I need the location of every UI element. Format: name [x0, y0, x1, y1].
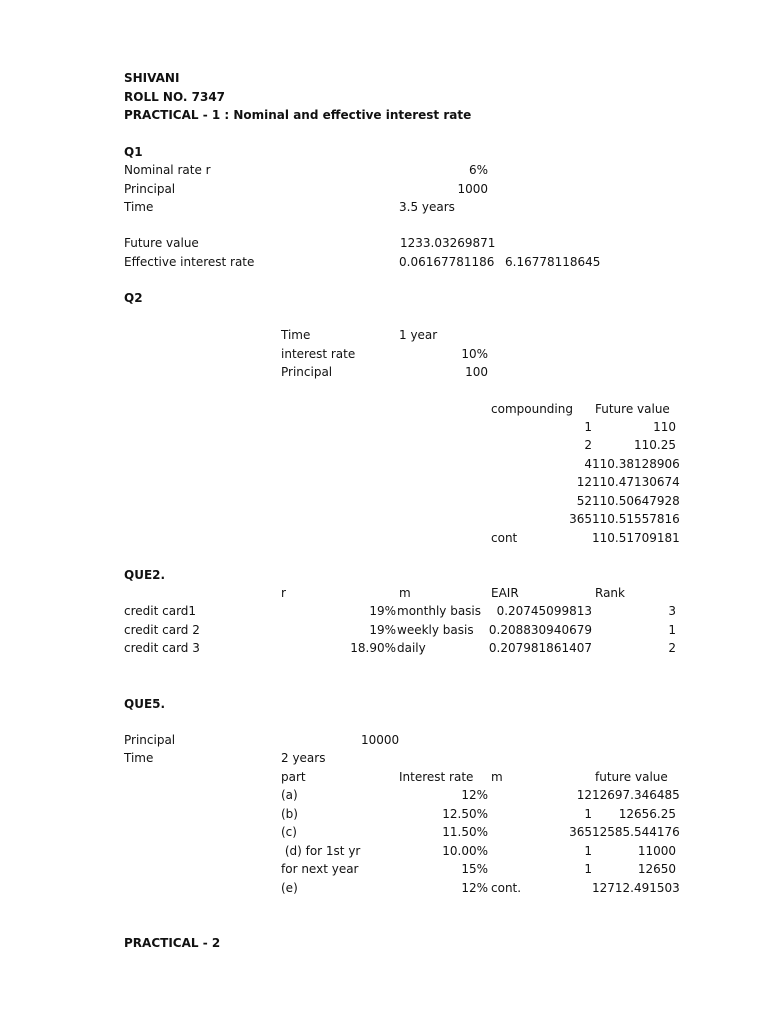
que5-row-rate: 12% [461, 881, 488, 895]
que2-col-rank: Rank [595, 586, 625, 600]
q1-nominal-label: Nominal rate r [124, 163, 211, 177]
q2-cont-fv: 110.51709181 [592, 531, 680, 545]
q2-row-fv: 110.51557816 [592, 512, 680, 526]
q1-eir-percent: 6.16778118645 [505, 255, 601, 269]
q1-principal-value: 1000 [457, 182, 488, 196]
que5-title: QUE5. [124, 697, 166, 711]
q2-principal-value: 100 [465, 365, 488, 379]
practical-2-title: PRACTICAL - 2 [124, 936, 221, 950]
que2-row-name: credit card 2 [124, 623, 200, 637]
que2-row-r: 18.90% [350, 641, 396, 655]
que5-row-part: for next year [281, 862, 359, 876]
q2-row-m: 2 [584, 438, 592, 452]
que5-row-m: 1 [584, 862, 592, 876]
que5-row-part: (e) [281, 881, 298, 895]
que2-row-r: 19% [369, 604, 396, 618]
q1-title: Q1 [124, 145, 143, 159]
q2-title: Q2 [124, 291, 143, 305]
que5-row-fv: 12656.25 [618, 807, 676, 821]
que5-row-m: cont. [491, 881, 522, 895]
q1-fv-label: Future value [124, 236, 199, 250]
que5-row-rate: 10.00% [442, 844, 488, 858]
q2-row-m: 4 [584, 457, 592, 471]
que5-row-rate: 15% [461, 862, 488, 876]
que5-col-rate: Interest rate [399, 770, 474, 784]
que2-row-rank: 1 [668, 623, 676, 637]
que5-row-part: (c) [281, 825, 297, 839]
que5-row-fv: 12585.544176 [592, 825, 680, 839]
q2-rate-value: 10% [461, 347, 488, 361]
que5-row-fv: 12697.346485 [592, 788, 680, 802]
que5-col-fv: future value [595, 770, 668, 784]
que5-row-part: (a) [281, 788, 298, 802]
que2-col-r: r [281, 586, 286, 600]
q1-eir-label: Effective interest rate [124, 255, 255, 269]
q2-row-fv: 110.50647928 [592, 494, 680, 508]
q1-time-value: 3.5 years [399, 200, 455, 214]
que5-row-m: 1 [584, 844, 592, 858]
que5-principal-value: 10000 [361, 733, 400, 747]
que2-row-m: daily [397, 641, 426, 655]
que2-row-name: credit card 3 [124, 641, 200, 655]
roll-number: ROLL NO. 7347 [124, 90, 226, 104]
que2-row-m: weekly basis [397, 623, 474, 637]
que5-row-m: 1 [584, 807, 592, 821]
que5-col-m: m [491, 770, 503, 784]
practical-1-title: PRACTICAL - 1 : Nominal and effective interest rate [124, 108, 472, 122]
que5-col-part: part [281, 770, 306, 784]
q2-rate-label: interest rate [281, 347, 356, 361]
que5-row-rate: 12% [461, 788, 488, 802]
que2-row-r: 19% [369, 623, 396, 637]
q2-row-fv: 110.38128906 [592, 457, 680, 471]
que5-row-m: 12 [576, 788, 592, 802]
que5-row-rate: 12.50% [442, 807, 488, 821]
q1-nominal-value: 6% [468, 163, 488, 177]
q2-col-fv: Future value [595, 402, 670, 416]
que5-principal-label: Principal [124, 733, 176, 747]
q2-time-label: Time [281, 328, 311, 342]
student-name: SHIVANI [124, 71, 180, 85]
que5-row-rate: 11.50% [442, 825, 488, 839]
que5-time-value: 2 years [281, 751, 326, 765]
que5-row-fv: 12712.491503 [592, 881, 680, 895]
q2-row-fv: 110 [653, 420, 676, 434]
q2-row-m: 52 [576, 494, 592, 508]
q2-time-value: 1 year [399, 328, 438, 342]
q2-row-m: 365 [569, 512, 592, 526]
que2-title: QUE2. [124, 568, 166, 582]
q2-cont-label: cont [491, 531, 518, 545]
q1-time-label: Time [124, 200, 154, 214]
que2-col-m: m [399, 586, 411, 600]
q1-principal-label: Principal [124, 182, 176, 196]
q2-row-fv: 110.47130674 [592, 475, 680, 489]
que5-row-fv: 11000 [637, 844, 676, 858]
que2-row-eair: 0.207981861407 [488, 641, 592, 655]
que5-row-m: 365 [569, 825, 592, 839]
q2-principal-label: Principal [281, 365, 333, 379]
que2-row-rank: 3 [668, 604, 676, 618]
que2-row-eair: 0.208830940679 [488, 623, 592, 637]
q1-eir-value: 0.06167781186 [399, 255, 495, 269]
que2-col-eair: EAIR [491, 586, 519, 600]
que2-row-eair: 0.20745099813 [496, 604, 592, 618]
q1-fv-value: 1233.03269871 [400, 236, 496, 250]
que5-row-fv: 12650 [637, 862, 676, 876]
q2-row-fv: 110.25 [634, 438, 676, 452]
q2-col-compounding: compounding [491, 402, 573, 416]
q2-row-m: 1 [584, 420, 592, 434]
que2-row-rank: 2 [668, 641, 676, 655]
que5-row-part: (b) [281, 807, 298, 821]
q2-row-m: 12 [576, 475, 592, 489]
que5-row-part: (d) for 1st yr [281, 844, 361, 858]
que5-time-label: Time [124, 751, 154, 765]
que2-row-name: credit card1 [124, 604, 197, 618]
que2-row-m: monthly basis [397, 604, 482, 618]
